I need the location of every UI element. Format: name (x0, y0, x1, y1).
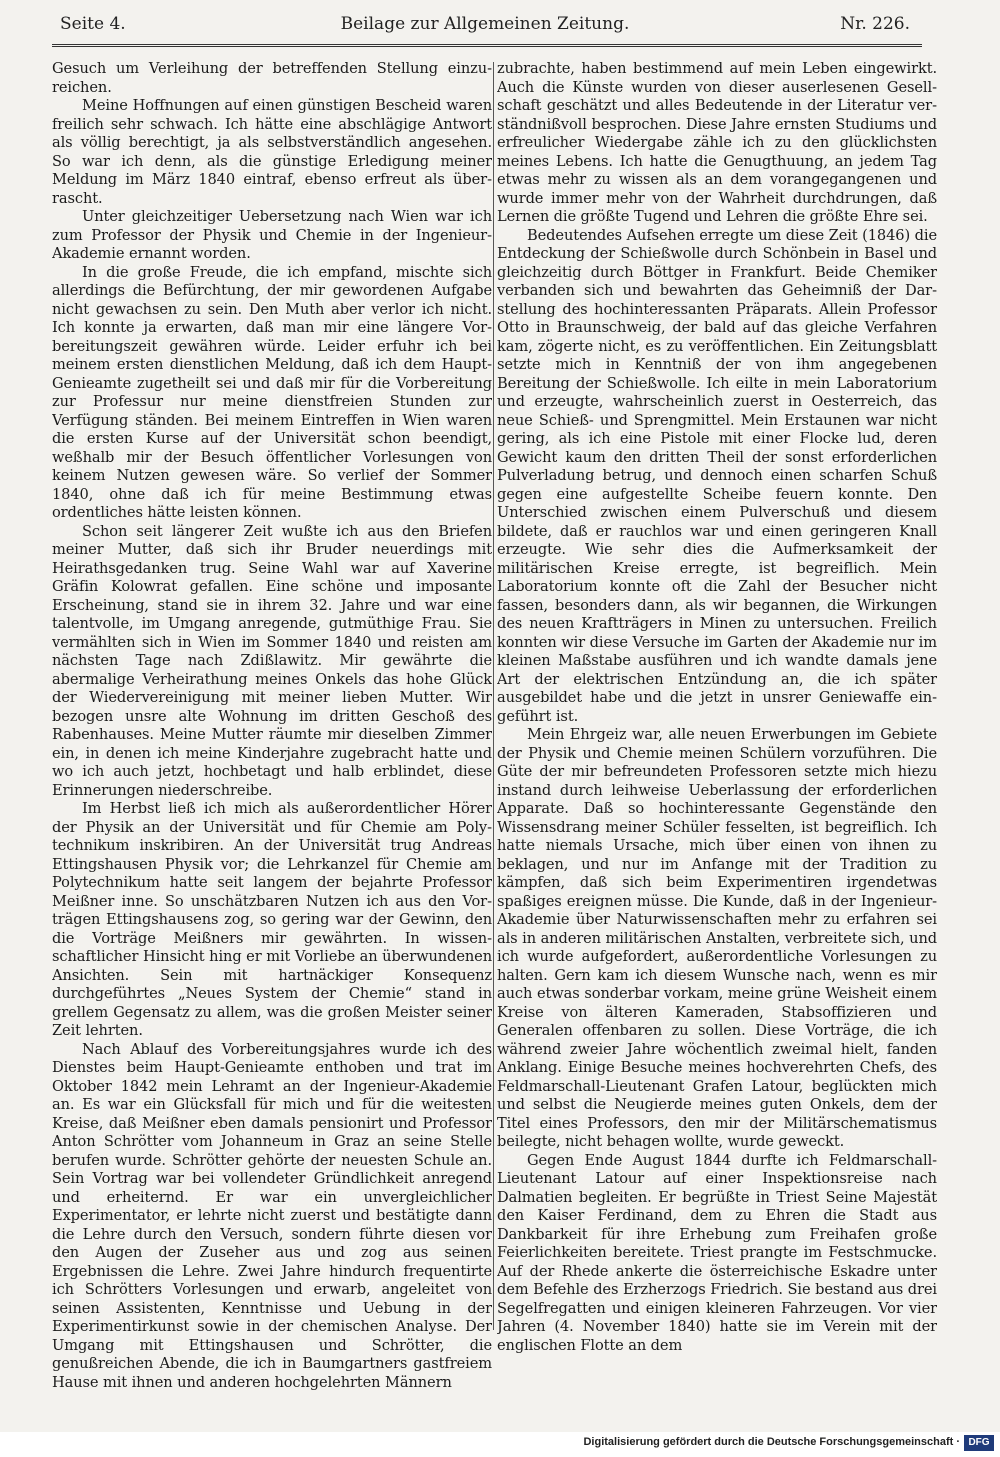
digitization-footer (0, 1432, 1000, 1457)
issue-number: Nr. 226. (840, 14, 910, 34)
paragraph: Meine Hoffnungen auf einen günstigen Bescheid waren freilich sehr schwach. Ich hätte eine abschlägige Antwort als völlig berechtigt, ja als selbstverständlich angesehen. So war ich denn, als die günstige Erledigung meiner Meldung im März 1840 eintraf, ebenso erfreut als überrascht. (52, 97, 492, 207)
footer-credit: Digitalisierung gefördert durch die Deutsche Forschungsgemeinschaft · (583, 1436, 960, 1448)
paragraph: Bedeutendes Aufsehen erregte um diese Zeit (1846) die Entdeckung der Schießwolle durch Schönbein in Basel und gleichzeitig durch Böttger in Frankfurt. Beide Chemiker verbanden sich und bewahrten das Geheimniß der Darstellung des hochinteressanten Präparats. Allein Professor Otto in Braunschweig, der bald auf das gleiche Verfahren kam, zögerte nicht, es zu veröffentlichen. Ein Zeitungsblatt setzte mich in Kenntniß der von ihm angegebenen Bereitung der Schießwolle. Ich eilte in mein Laboratorium und erzeugte, wahrscheinlich zuerst in Oesterreich, das neue Schieß- und Sprengmittel. Mein Erstaunen war nicht gering, als ich eine Pistole mit einer Flocke lud, deren Gewicht kaum den dritten Theil der sonst erforderlichen Pulverladung betrug, und dennoch einen scharfen Schuß gegen eine aufgestellte Scheibe feuern konnte. Den Unterschied zwischen einem Pulverschuß und diesem bildete, daß er rauchlos war und einen geringeren Knall erzeugte. Wie sehr dies die Aufmerksamkeit der militärischen Kreise erregte, ist begreiflich. Mein Laboratorium konnte oft die Zahl der Besucher nicht fassen, besonders dann, als wir begannen, die Wirkungen des neuen Kraftträgers in Minen zu untersuchen. Freilich konnten wir diese Versuche im Garten der Akademie nur im kleinen Maßstabe ausführen und ich wandte damals jene Art der elektrischen Entzündung an, die ich später ausgebildet habe und die jetzt in unsrer Geniewaffe eingeführt ist. (497, 226, 937, 725)
page-number: Seite 4. (60, 14, 126, 34)
header-rule (52, 44, 922, 47)
publication-title: Beilage zur Allgemeinen Zeitung. (340, 14, 630, 34)
paragraph: Mein Ehrgeiz war, alle neuen Erwerbungen im Gebiete der Physik und Chemie meinen Schülern vorzuführen. Die Güte der mir befreundeten Professoren setzte mich hiezu instand durch leihweise Ueberlassung der erforderlichen Apparate. Daß so hochinteressante Gegenstände den Wissensdrang meiner Schüler fesselten, ist begreiflich. Ich hatte niemals Ursache, mich über einen von ihnen zu beklagen, und nur im Anfange mit der Tradition zu kämpfen, daß sich beim Experimentiren irgendetwas spaßiges ereignen müsse. Die Kunde, daß in der Ingenieur-Akademie über Naturwissenschaften mehr zu erfahren sei als in anderen militärischen Anstalten, verbreitete sich, und ich wurde aufgefordert, außerordentliche Vorlesungen zu halten. Gern kam ich diesem Wunsche nach, wenn es mir auch etwas sonderbar vorkam, meine grüne Weisheit einem Kreise von älteren Kameraden, Stabsoffizieren und Generalen offenbaren zu sollen. Diese Vorträge, die ich während zweier Jahre wöchentlich zweimal hielt, fanden Anklang. Einige Besuche meines hochverehrten Chefs, des Feldmarschall-Lieutenant Grafen Latour, beglückten mich und selbst die Neugierde meines guten Onkels, dem der Titel eines Professors, den mir der Militärschematismus beilegte, nicht behagen wollte, wurde geweckt. (497, 726, 937, 1150)
dfg-logo: DFG (964, 1435, 994, 1451)
paragraph: zubrachte, haben bestimmend auf mein Leben eingewirkt. Auch die Künste wurden von dieser auserlesenen Gesellschaft geschätzt und alles Bedeutende in der Literatur verständnißvoll besprochen. Diese Jahre ernsten Studiums und erfreulicher Wiedergabe zähle ich zu den glücklichsten meines Lebens. Ich hatte die Genugthuung, an jedem Tag etwas mehr zu wissen als an dem vorangegangenen und wurde immer mehr von der Wahrheit durchdrungen, daß Lernen die größte Tugend und Lehren die größte Ehre sei. (497, 60, 937, 225)
paragraph: Gesuch um Verleihung der betreffenden Stellung einzureichen. (52, 60, 492, 96)
right-column (497, 60, 937, 1410)
paragraph: Im Herbst ließ ich mich als außerordentlicher Hörer der Physik an der Universität und für Chemie am Polytechnikum inskribiren. An der Universität trug Andreas Ettingshausen Physik vor; die Lehrkanzel für Chemie am Polytechnikum hatte seit langem der bejahrte Professor Meißner inne. So unschätzbaren Nutzen ich aus den Vorträgen Ettingshausens zog, so gering war der Gewinn, den die Vorträge Meißners mir gewährten. In wissenschaftlicher Hinsicht hing er mit Vorliebe an überwundenen Ansichten. Sein mit hartnäckiger Konsequenz durchgeführtes „Neues System der Chemie“ stand in grellem Gegensatz zu allem, was die großen Meister seiner Zeit lehrten. (52, 800, 492, 1039)
paragraph: Gegen Ende August 1844 durfte ich Feldmarschall-Lieutenant Latour auf einer Inspektionsreise nach Dalmatien begleiten. Er begrüßte in Triest Seine Majestät den Kaiser Ferdinand, dem zu Ehren die Stadt aus Dankbarkeit für ihre Erhebung zum Freihafen große Feierlichkeiten bereitete. Triest prangte im Festschmucke. Auf der Rhede ankerte die österreichische Eskadre unter dem Befehle des Erzherzogs Friedrich. Sie bestand aus drei Segelfregatten und einigen kleineren Fahrzeugen. Vor vier Jahren (4. November 1840) hatte sie im Verein mit der englischen Flotte an dem (497, 1151, 937, 1354)
paragraph: In die große Freude, die ich empfand, mischte sich allerdings die Befürchtung, der mir gewordenen Aufgabe nicht gewachsen zu sein. Den Muth aber verlor ich nicht. Ich konnte ja erwarten, daß man mir eine längere Vorbereitungszeit gewähren würde. Leider erfuhr ich bei meinem ersten dienstlichen Meldung, daß ich dem Haupt-Genieamte zugetheilt sei und daß mir für die Vorbereitung zur Professur nur meine dienstfreien Stunden zur Verfügung ständen. Bei meinem Eintreffen in Wien waren die ersten Kurse auf der Universität schon beendigt, weßhalb mir der Besuch öffentlicher Vorlesungen von keinem Nutzen gewesen wäre. So verlief der Sommer 1840, ohne daß ich für meine Bestimmung etwas ordentliches hätte leisten können. (52, 263, 492, 521)
paragraph: Unter gleichzeitiger Uebersetzung nach Wien war ich zum Professor der Physik und Chemie in der IngenieurAkademie ernannt worden. (52, 208, 492, 262)
left-column (52, 60, 492, 1410)
paragraph: Nach Ablauf des Vorbereitungsjahres wurde ich des Dienstes beim Haupt-Genieamte enthoben und trat im Oktober 1842 mein Lehramt an der Ingenieur-Akademie an. Es war ein Glücksfall für mich und für die weitesten Kreise, daß Meißner eben damals pensionirt und Professor Anton Schrötter vom Johanneum in Graz an seine Stelle berufen wurde. Schrötter gehörte der neuesten Schule an. Sein Vortrag war bei vollendeter Gründlichkeit anregend und erheiternd. Er war ein unvergleichlicher Experimentator, er lehrte nicht zuerst und bestätigte dann die Lehre durch den Versuch, sondern führte diesen vor den Augen der Zuseher aus und zog aus seinen Ergebnissen die Lehre. Zwei Jahre hindurch frequentirte ich Schrötters Vorlesungen und erwarb, angeleitet von seinen Assistenten, Kenntnisse und Uebung in der Experimentirkunst sowie in der chemischen Analyse. Der Umgang mit Ettingshausen und Schrötter, die genußreichen Abende, die ich in Baumgartners gastfreiem Hause mit ihnen und anderen hochgelehrten Männern (52, 1040, 492, 1391)
column-divider (493, 62, 494, 1330)
paragraph: Schon seit längerer Zeit wußte ich aus den Briefen meiner Mutter, daß sich ihr Bruder neuerdings mit Heirathsgedanken trug. Seine Wahl war auf Xaverine Gräfin Kolowrat gefallen. Eine schöne und imposante Erscheinung, stand sie in ihrem 32. Jahre und war eine talentvolle, im Umgang anregende, gutmüthige Frau. Sie vermählten sich in Wien im Sommer 1840 und reisten am nächsten Tage nach Zdißlawitz. Mir gewährte die abermalige Verheirathung meines Onkels das hohe Glück der Wiedervereinigung mit meiner lieben Mutter. Wir bezogen unsre alte Wohnung im dritten Geschoß des Rabenhauses. Meine Mutter räumte mir dieselben Zimmer ein, in denen ich meine Kinderjahre zugebracht hatte und wo ich auch jetzt, hochbetagt und halb erblindet, diese Erinnerungen niederschreibe. (52, 522, 492, 799)
page-header (60, 14, 910, 40)
